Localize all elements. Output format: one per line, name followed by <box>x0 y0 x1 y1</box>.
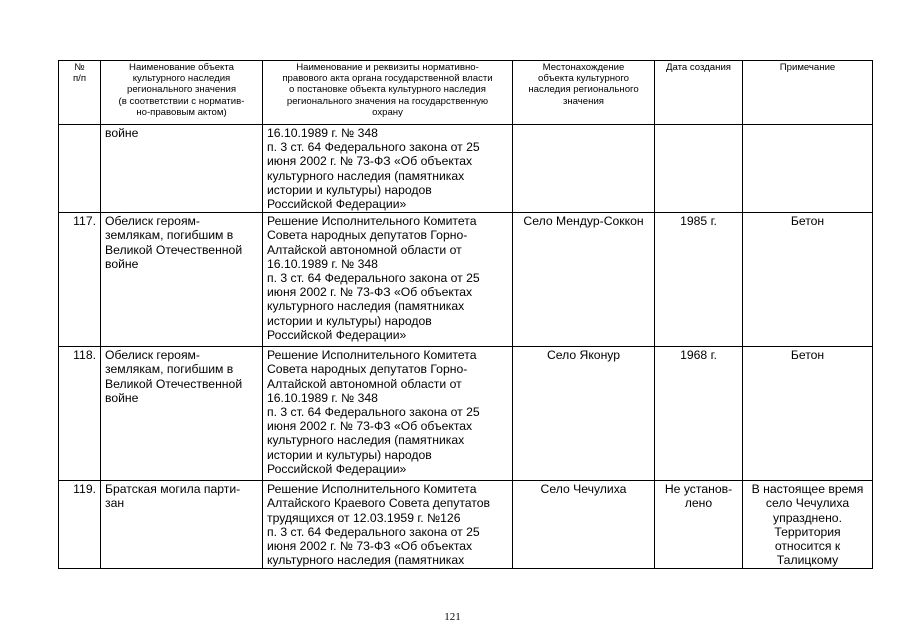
page-number: 121 <box>444 611 461 623</box>
header-note <box>743 61 873 125</box>
text-line: 1985 г. <box>680 214 717 229</box>
text-line: Местонахождение <box>542 62 625 73</box>
text-line: Не установ- <box>664 482 733 497</box>
text-line: 118. <box>73 348 96 363</box>
cell-note <box>743 481 873 569</box>
text-line: культурного наследия <box>132 73 231 85</box>
text-line: 16.10.1989 г. № 348 <box>267 126 378 140</box>
text-line: п. 3 ст. 64 Федерального закона от 25 <box>267 140 480 155</box>
text-line: о постановке объекта культурного наследия <box>289 84 486 96</box>
text-line: относится к <box>774 539 841 554</box>
cell-object-name <box>101 481 263 569</box>
cell-object-name <box>101 125 263 213</box>
text-line: п. 3 ст. 64 Федерального закона от 25 <box>267 405 480 420</box>
table-header-row <box>59 61 873 125</box>
text-line: Российской Федерации» <box>267 327 407 342</box>
text-line: значения <box>562 95 604 107</box>
text-line: землякам, погибшим в <box>105 362 234 377</box>
text-line: Талицкому <box>776 553 839 568</box>
text-line: Братская могила парти- <box>105 482 241 497</box>
table-row <box>59 481 873 569</box>
text-line: Село Яконур <box>546 348 621 363</box>
text-line: Обелиск героям- <box>105 348 200 363</box>
text-line: Наименование и реквизиты нормативно- <box>296 62 479 73</box>
text-line: Алтайского Краевого Совета депутатов <box>267 496 490 511</box>
text-line: 16.10.1989 г. № 348 <box>267 256 378 271</box>
text-line: регионального значения <box>126 84 237 96</box>
text-line: культурного наследия (памятниках <box>267 299 465 314</box>
text-line: Село Чечулиха <box>540 482 627 497</box>
text-line: землякам, погибшим в <box>105 228 234 243</box>
text-line: зан <box>105 496 125 511</box>
text-line: Село Мендур-Соккон <box>523 214 644 229</box>
table-row <box>59 213 873 347</box>
text-line: 119. <box>73 482 96 497</box>
text-line: п/п <box>72 73 87 85</box>
cell-date <box>655 125 743 213</box>
text-line: Наименование объекта <box>129 62 234 73</box>
text-line: Российской Федерации» <box>267 197 407 212</box>
text-line: войне <box>105 390 139 405</box>
header-object-name <box>101 61 263 125</box>
header-location <box>513 61 655 125</box>
cell-note <box>743 347 873 481</box>
cell-location <box>513 481 655 569</box>
table-row <box>59 125 873 213</box>
cell-object-name <box>101 213 263 347</box>
text-line: июня 2002 г. № 73-ФЗ «Об объектах <box>267 539 473 554</box>
text-line: № <box>74 62 85 73</box>
table-row <box>59 347 873 481</box>
cell-legal-act <box>263 213 513 347</box>
cell-date <box>655 481 743 569</box>
text-line: правового акта органа государственной власти <box>282 73 493 85</box>
text-line: июня 2002 г. № 73-ФЗ «Об объектах <box>267 154 473 169</box>
heritage-register-table <box>58 60 873 569</box>
text-line: Великой Отечественной <box>105 376 243 391</box>
text-line: регионального значения на государственную <box>286 95 489 107</box>
text-line: село Чечулиха <box>765 496 850 511</box>
text-line: объекта культурного <box>538 73 629 85</box>
cell-location <box>513 125 655 213</box>
text-line: Примечание <box>779 62 836 73</box>
text-line: истории и культуры) народов <box>267 447 432 462</box>
text-line: Великой Отечественной <box>105 242 243 257</box>
text-line: Обелиск героям- <box>105 214 200 229</box>
cell-number <box>59 125 101 213</box>
header-number <box>59 61 101 125</box>
text-line: охрану <box>372 106 403 118</box>
text-line: июня 2002 г. № 73-ФЗ «Об объектах <box>267 419 473 434</box>
cell-location <box>513 213 655 347</box>
text-line: 16.10.1989 г. № 348 <box>267 390 378 405</box>
text-line: Алтайской автономной области от <box>267 376 462 391</box>
text-line: Совета народных депутатов Горно- <box>267 228 468 243</box>
cell-number <box>59 347 101 481</box>
text-line: Решение Исполнительного Комитета <box>267 482 477 497</box>
text-line: войне <box>105 126 139 140</box>
text-line: п. 3 ст. 64 Федерального закона от 25 <box>267 271 480 286</box>
text-line: Решение Исполнительного Комитета <box>267 214 477 229</box>
text-line: Решение Исполнительного Комитета <box>267 348 477 363</box>
text-line: лено <box>684 496 713 511</box>
text-line: войне <box>105 256 139 271</box>
text-line: культурного наследия (памятниках <box>267 433 465 448</box>
text-line: 1968 г. <box>680 348 717 363</box>
cell-object-name <box>101 347 263 481</box>
header-date <box>655 61 743 125</box>
text-line: Бетон <box>790 214 825 229</box>
text-line: Алтайской автономной области от <box>267 242 462 257</box>
text-line: Совета народных депутатов Горно- <box>267 362 468 377</box>
text-line: но-правовым актом) <box>136 106 227 118</box>
text-line: культурного наследия (памятниках <box>267 553 465 568</box>
cell-legal-act <box>263 125 513 213</box>
cell-number <box>59 481 101 569</box>
cell-number <box>59 213 101 347</box>
text-line: Территория <box>774 524 841 539</box>
cell-legal-act <box>263 347 513 481</box>
text-line: культурного наследия (памятниках <box>267 168 465 183</box>
text-line: наследия регионального <box>528 84 639 96</box>
cell-legal-act <box>263 481 513 569</box>
cell-note <box>743 213 873 347</box>
text-line: истории и культуры) народов <box>267 182 432 197</box>
text-line: Дата создания <box>665 62 731 73</box>
cell-date <box>655 347 743 481</box>
text-line: (в соответствии с норматив- <box>118 95 245 107</box>
text-line: упразднено. <box>773 510 842 525</box>
text-line: трудящихся от 12.03.1959 г. №126 <box>267 510 461 525</box>
text-line: п. 3 ст. 64 Федерального закона от 25 <box>267 524 480 539</box>
cell-date <box>655 213 743 347</box>
cell-location <box>513 347 655 481</box>
text-line: Бетон <box>790 348 825 363</box>
header-legal-act <box>263 61 513 125</box>
text-line: июня 2002 г. № 73-ФЗ «Об объектах <box>267 285 473 300</box>
text-line: В настоящее время <box>751 482 864 497</box>
cell-note <box>743 125 873 213</box>
text-line: истории и культуры) народов <box>267 313 432 328</box>
text-line: 117. <box>73 214 96 229</box>
text-line: Российской Федерации» <box>267 461 407 476</box>
